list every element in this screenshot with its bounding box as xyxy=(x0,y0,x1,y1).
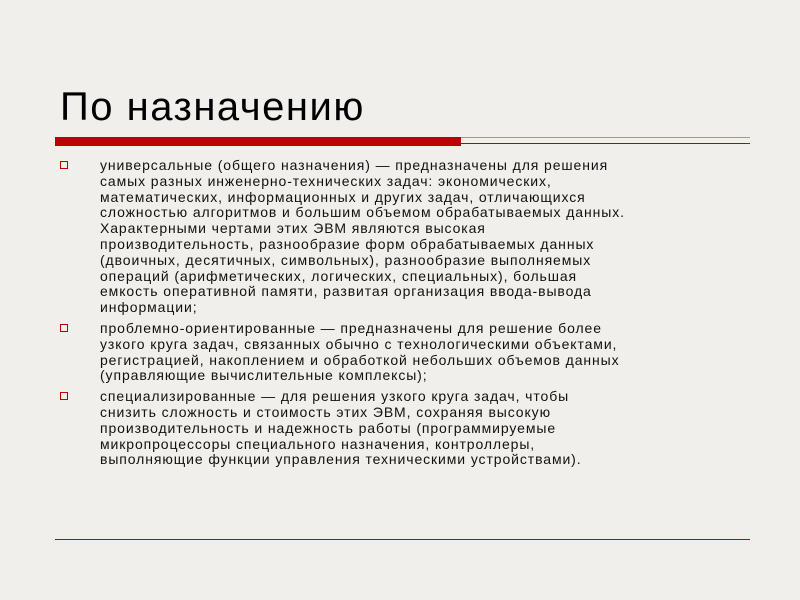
bullet-line: микропроцессоры специального назначения, контроллеры, xyxy=(100,435,536,452)
bullet-line: узкого круга задач, связанных обычно с технологическими объектами, xyxy=(100,335,618,352)
bullet-line: производительность и надежность работы (программируемые xyxy=(100,419,557,436)
bullet-item-problem-oriented xyxy=(60,321,750,384)
slide-title: По назначению xyxy=(60,85,365,129)
bullet-line: производительность, разнообразие форм обрабатываемых данных xyxy=(100,235,595,252)
bullet-line: операций (арифметических, логических, специальных), большая xyxy=(100,267,578,284)
bullet-line: емкость оперативной памяти, развитая организация ввода-вывода xyxy=(100,283,592,300)
bullet-line: (управляющие вычислительные комплексы); xyxy=(100,367,428,384)
bullet-line: сложностью алгоритмов и большим объемом обрабатываемых данных. xyxy=(100,204,625,221)
title-underline-upper xyxy=(461,137,750,138)
bullet-line: математических, информационных и других задач, отличающихся xyxy=(100,188,586,205)
bullet-line: регистрацией, накоплением и обработкой небольших объемов данных xyxy=(100,351,620,368)
bullet-line: проблемно-ориентированные — предназначены для решение более xyxy=(100,319,602,336)
bullet-line: информации; xyxy=(100,299,198,316)
bullet-line: Характерными чертами этих ЭВМ являются высокая xyxy=(100,220,486,237)
bullet-item-specialized xyxy=(60,389,750,468)
footer-rule xyxy=(55,539,750,540)
bullet-square-icon xyxy=(60,392,68,400)
bullet-item-universal xyxy=(60,158,750,316)
bullet-square-icon xyxy=(60,161,68,169)
bullet-list xyxy=(60,158,750,473)
bullet-line: универсальные (общего назначения) — предназначены для решения xyxy=(100,157,609,173)
bullet-line: выполняющие функции управления техническими устройствами). xyxy=(100,451,582,468)
bullet-line: снизить сложность и стоимость этих ЭВМ, сохраняя высокую xyxy=(100,403,551,420)
bullet-line: специализированные — для решения узкого круга задач, чтобы xyxy=(100,388,570,405)
bullet-line: (двоичных, десятичных, символьных), разнообразие выполняемых xyxy=(100,251,592,268)
title-underline-thick xyxy=(55,137,461,146)
bullet-square-icon xyxy=(60,324,68,332)
title-underline-thin xyxy=(55,143,750,144)
bullet-line: самых разных инженерно-технических задач: экономических, xyxy=(100,172,552,189)
